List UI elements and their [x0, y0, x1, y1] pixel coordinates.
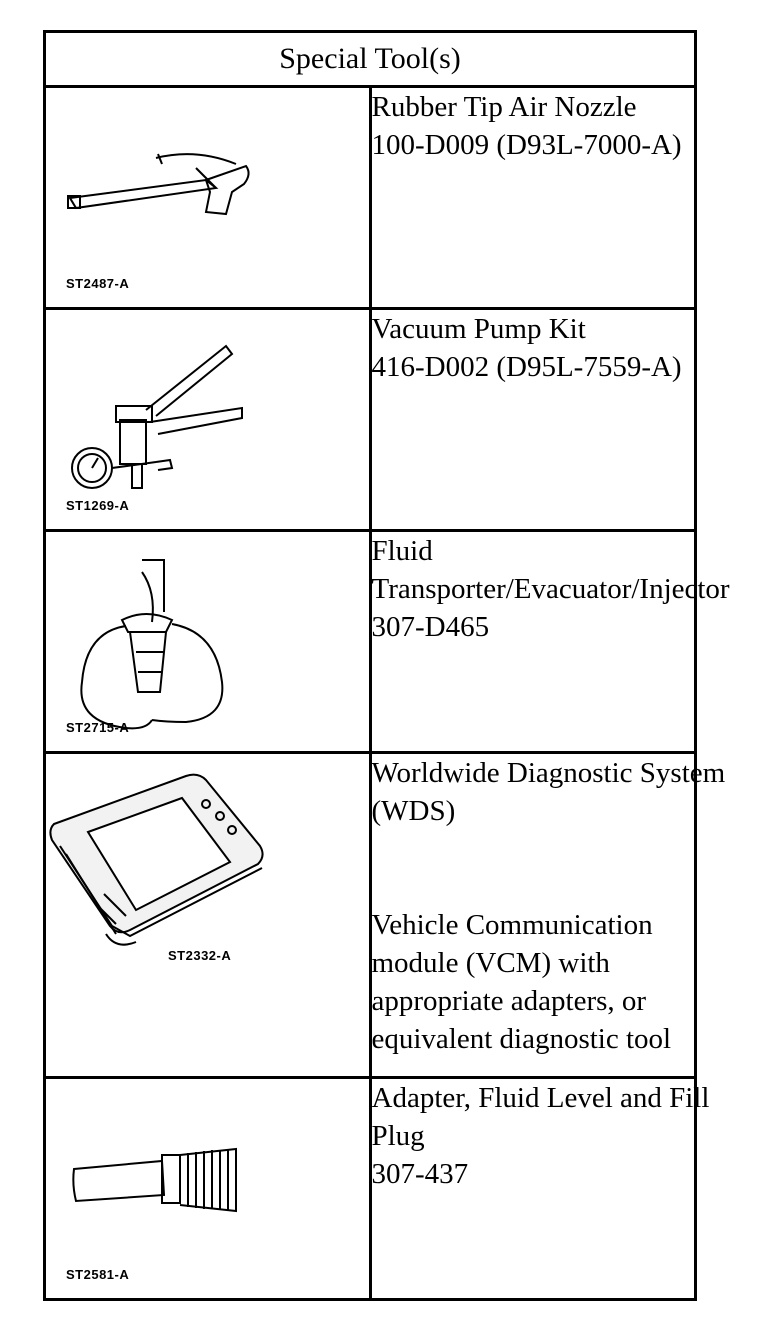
- tool-image-cell: [45, 531, 371, 753]
- tool-code: ST2487-A: [66, 276, 130, 291]
- tool-image-cell: [45, 87, 371, 309]
- tool-part-number: 100-D009 (D93L-7000-A): [371, 129, 682, 161]
- air-nozzle-icon: [46, 88, 268, 307]
- tool-name-continued: Transporter/Evacuator/Injector: [371, 573, 730, 605]
- tool-accessory-line: Vehicle Communication: [371, 909, 653, 941]
- tool-name-abbreviation: (WDS): [371, 795, 456, 827]
- tool-code: ST2715-A: [66, 720, 130, 735]
- fluid-evacuator-icon: [46, 532, 268, 751]
- tool-description: [370, 309, 696, 531]
- tool-description: [370, 753, 726, 1078]
- tool-description: [370, 1078, 710, 1300]
- tool-name: Fluid: [371, 535, 433, 567]
- tool-part-number: 307-437: [371, 1158, 469, 1190]
- table-row: [45, 531, 696, 753]
- table-row: [45, 1078, 696, 1300]
- tool-image-cell: [45, 753, 371, 1078]
- diagnostic-tablet-icon: [46, 754, 268, 1076]
- tool-part-number: 416-D002 (D95L-7559-A): [371, 351, 682, 383]
- tool-name: Adapter, Fluid Level and Fill: [371, 1082, 710, 1114]
- tool-code: ST2332-A: [168, 948, 232, 963]
- tool-accessory-line: module (VCM) with: [371, 947, 610, 979]
- tool-name: Vacuum Pump Kit: [371, 313, 586, 345]
- table-row: [45, 87, 696, 309]
- tool-accessory-line: equivalent diagnostic tool: [371, 1023, 672, 1055]
- tool-name: Worldwide Diagnostic System: [371, 757, 726, 789]
- vacuum-pump-icon: [46, 310, 268, 529]
- fill-plug-adapter-icon: [46, 1079, 268, 1298]
- table-row: [45, 753, 696, 1078]
- tool-description: [370, 531, 730, 753]
- tool-name: Rubber Tip Air Nozzle: [371, 91, 637, 123]
- tool-image-cell: [45, 309, 371, 531]
- tool-part-number: 307-D465: [371, 611, 490, 643]
- tool-name-continued: Plug: [371, 1120, 425, 1152]
- tool-description: [370, 87, 696, 309]
- table-row: [45, 309, 696, 531]
- tool-code: ST2581-A: [66, 1267, 130, 1282]
- tool-code: ST1269-A: [66, 498, 130, 513]
- tool-image-cell: [45, 1078, 371, 1300]
- special-tools-table: [43, 30, 730, 1301]
- table-header: Special Tool(s): [45, 32, 696, 87]
- tool-accessory-line: appropriate adapters, or: [371, 985, 647, 1017]
